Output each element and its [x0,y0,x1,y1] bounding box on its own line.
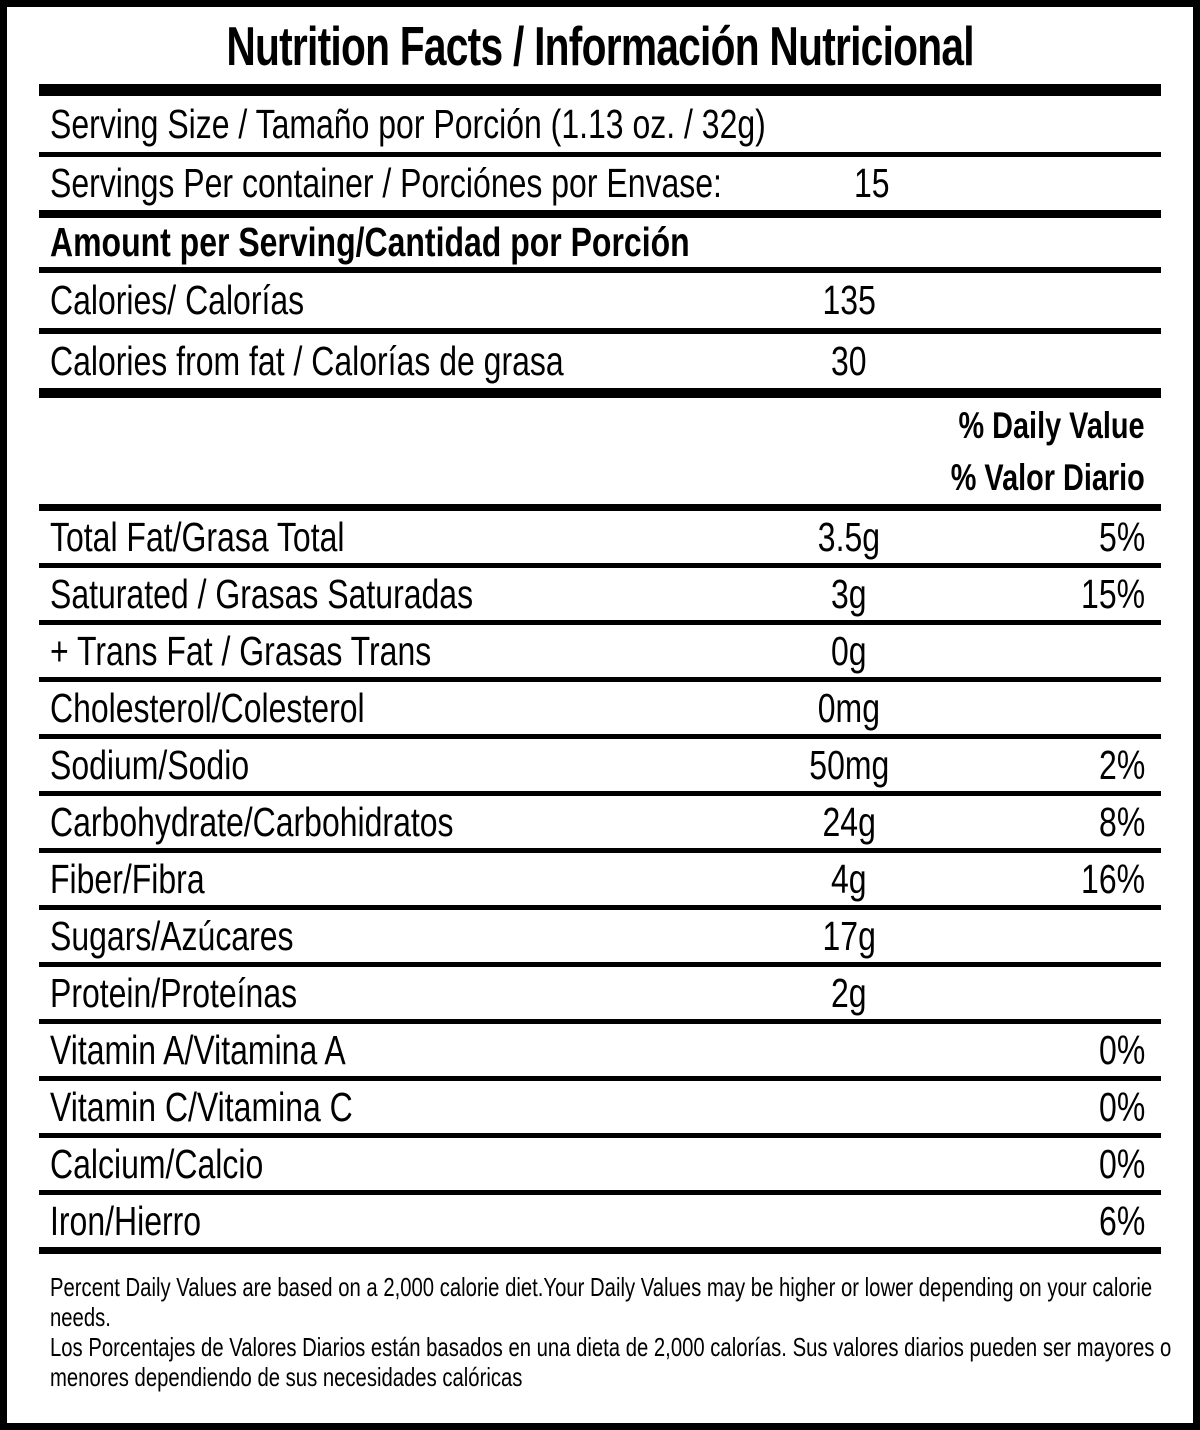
nutrient-label: Total Fat/Grasa Total [50,513,345,560]
daily-value-header-es: % Valor Diario [950,457,1145,498]
nutrient-row-iron [39,1195,1161,1247]
servings-per-container-row [39,157,1161,210]
label-title [39,7,1161,84]
nutrient-label: Sugars/Azúcares [50,912,294,959]
nutrient-daily-value: 0% [1098,1140,1145,1187]
nutrient-daily-value: 6% [1098,1197,1145,1244]
nutrient-row-trans-fat [39,625,1161,677]
nutrient-daily-value: 15% [1080,570,1145,617]
nutrient-daily-value: 2% [1098,741,1145,788]
nutrient-amount: 3.5g [817,513,881,560]
nutrient-label: Iron/Hierro [50,1197,202,1244]
nutrient-row-total-fat [39,511,1161,563]
nutrient-amount: 4g [831,855,867,902]
servings-per-container-value: 15 [854,160,890,206]
divider-thick-under-title [39,84,1161,96]
nutrient-row-saturated-fat [39,568,1161,620]
nutrient-row-vitamin-a [39,1024,1161,1076]
divider [39,504,1161,511]
nutrient-amount: 2g [831,969,867,1016]
nutrient-label: Carbohydrate/Carbohidratos [50,798,454,845]
nutrient-amount: 24g [822,798,876,845]
calories-row [39,273,1161,328]
nutrient-label: Saturated / Grasas Saturadas [50,570,474,617]
divider-thick [39,388,1161,398]
nutrient-daily-value: 0% [1098,1026,1145,1073]
nutrient-row-cholesterol [39,682,1161,734]
nutrient-row-fiber [39,853,1161,905]
nutrient-daily-value: 8% [1098,798,1145,845]
nutrient-label: Fiber/Fibra [50,855,205,902]
nutrient-label: Protein/Proteínas [50,969,298,1016]
nutrient-label: Vitamin C/Vitamina C [50,1083,353,1130]
daily-value-header-en: % Daily Value [958,405,1145,446]
nutrient-row-carbohydrate [39,796,1161,848]
nutrient-amount: 0mg [817,684,881,731]
nutrient-label: Vitamin A/Vitamina A [50,1026,346,1073]
label-title-text: Nutrition Facts / Información Nutricional [226,14,974,77]
nutrient-amount: 0g [831,627,867,674]
nutrient-label: Sodium/Sodio [50,741,250,788]
divider-thick [39,210,1161,218]
nutrient-row-calcium [39,1138,1161,1190]
nutrient-label: + Trans Fat / Grasas Trans [50,627,432,674]
footnote [50,1272,1172,1392]
serving-size-row [39,96,1161,152]
nutrient-row-sodium [39,739,1161,791]
nutrient-label: Cholesterol/Colesterol [50,684,365,731]
serving-size-label: Serving Size / Tamaño por Porción (1.13 oz. / 32g) [50,100,766,147]
calories-label: Calories/ Calorías [50,277,305,323]
nutrient-label: Calcium/Calcio [50,1140,264,1187]
nutrient-amount: 17g [822,912,876,959]
nutrient-daily-value: 5% [1098,513,1145,560]
footnote-en: Percent Daily Values are based on a 2,000 calorie diet.Your Daily Values may be higher or lower depending on your calorie needs. [50,1272,1153,1332]
nutrient-row-protein [39,967,1161,1019]
calories-from-fat-value: 30 [831,337,867,384]
calories-value: 135 [822,277,876,323]
calories-from-fat-row [39,334,1161,388]
daily-value-header [39,398,1161,504]
label-content [39,7,1172,1392]
nutrient-daily-value: 0% [1098,1083,1145,1130]
nutrient-row-sugars [39,910,1161,962]
calories-from-fat-label: Calories from fat / Calorías de grasa [50,337,564,384]
footnote-es: Los Porcentajes de Valores Diarios están basados en una dieta de 2,000 calorías. Sus valores diarios pueden ser mayores o menores dependiendo de sus necesidades calóricas [50,1332,1172,1392]
nutrient-row-vitamin-c [39,1081,1161,1133]
nutrient-daily-value: 16% [1080,855,1145,902]
servings-per-container-label: Servings Per container / Porciónes por Envase: [50,160,722,206]
amount-per-serving-row [39,218,1161,267]
divider-thick-bottom [39,1247,1161,1254]
amount-per-serving-label: Amount per Serving/Cantidad por Porción [50,219,690,265]
nutrient-amount: 3g [831,570,867,617]
nutrient-amount: 50mg [809,741,889,788]
